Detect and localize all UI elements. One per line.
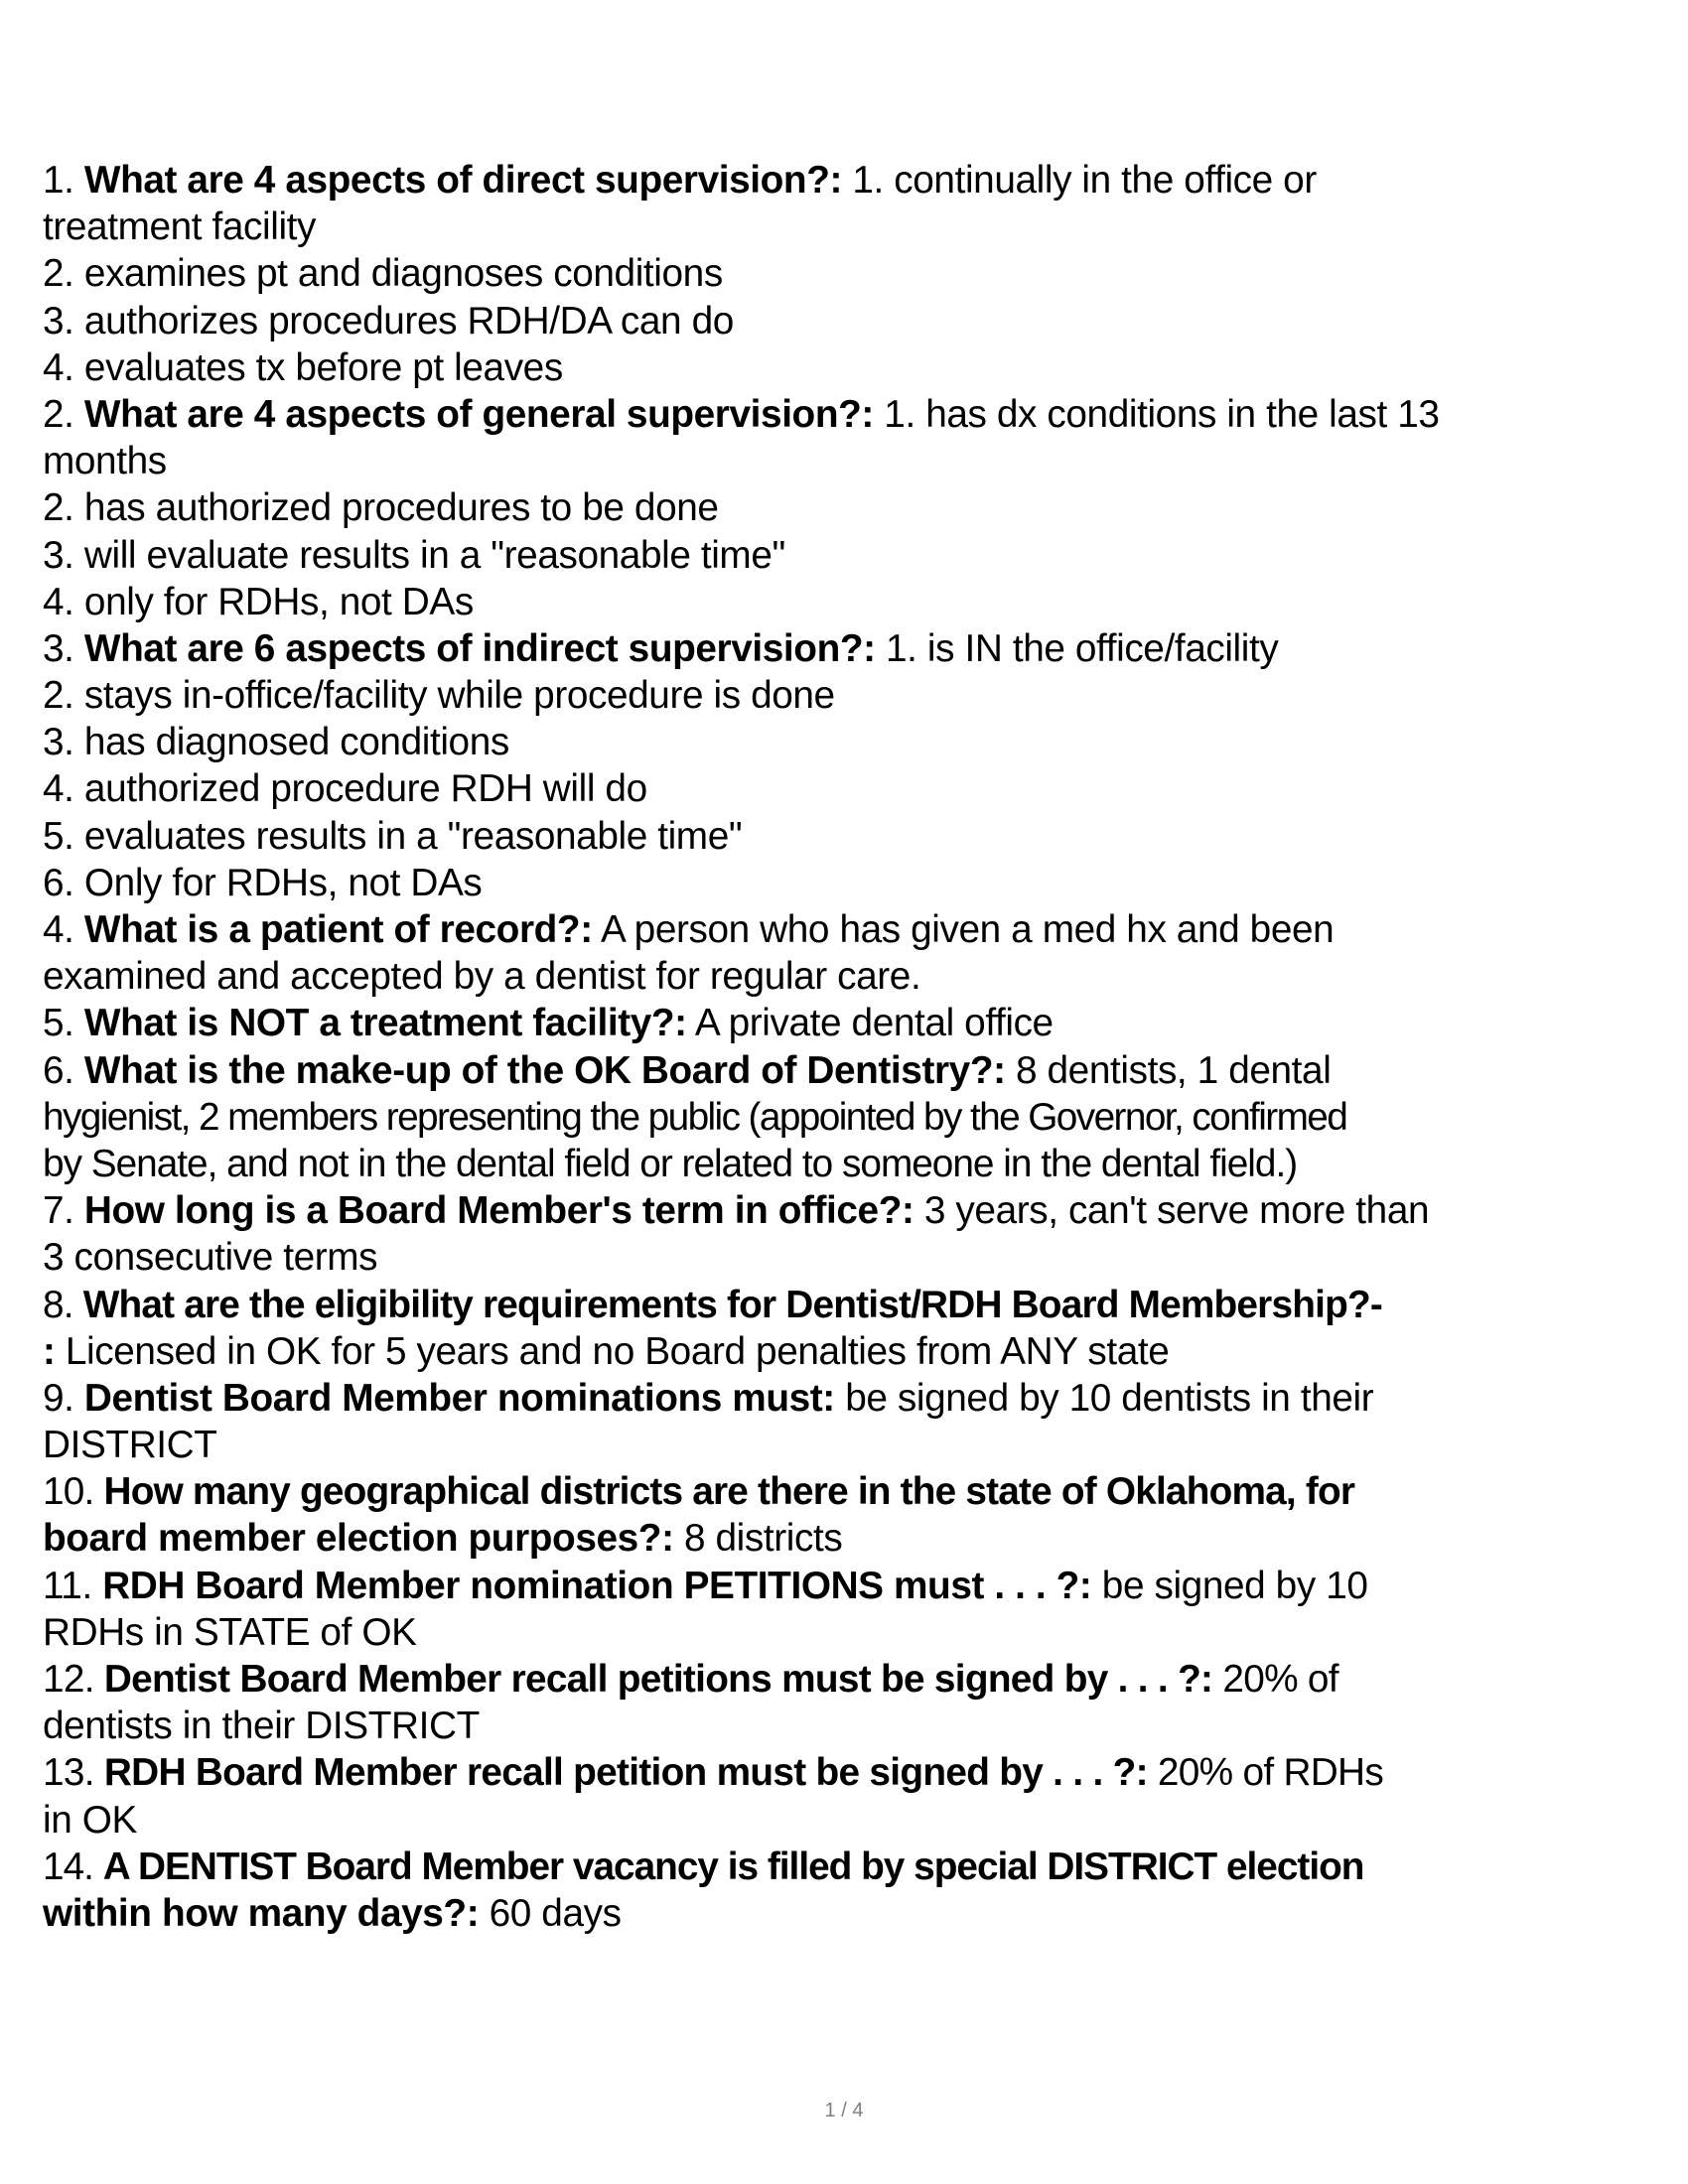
answer-line: treatment facility — [43, 205, 317, 249]
answer-line: 4. evaluates tx before pt leaves — [43, 345, 563, 389]
answer-line: by Senate, and not in the dental field or related to someone in the dental field.) — [43, 1142, 1298, 1185]
item-8-line-2 — [43, 1328, 1651, 1375]
answer-text: 20% of RDHs — [1157, 1751, 1384, 1795]
question-text: Dentist Board Member nominations must: — [83, 1376, 835, 1420]
item-number: 13. — [43, 1751, 94, 1795]
answer-text: be signed by 10 — [1101, 1564, 1368, 1607]
answer-line: dentists in their DISTRICT — [43, 1705, 480, 1748]
answer-text: A person who has given a med hx and been — [600, 908, 1335, 951]
item-14-line-2 — [43, 1890, 1651, 1937]
answer-line: in OK — [43, 1798, 137, 1842]
item-number: 3. — [43, 626, 74, 670]
item-10-line-1 — [43, 1468, 1651, 1515]
item-5-line-1 — [43, 1000, 1651, 1046]
question-text: What is NOT a treatment facility?: — [83, 1002, 687, 1045]
answer-text: be signed by 10 dentists in their — [845, 1376, 1374, 1420]
question-text: How long is a Board Member's term in office?: — [83, 1189, 914, 1233]
answer-line: RDHs in STATE of OK — [43, 1610, 417, 1654]
page-indicator: 1 / 4 — [824, 2100, 864, 2121]
answer-text: 20% of — [1222, 1658, 1338, 1701]
item-8-line-1 — [43, 1282, 1651, 1328]
item-13-line-1 — [43, 1749, 1651, 1796]
answer-text: 1. is IN the office/facility — [886, 626, 1279, 670]
item-number: 8. — [43, 1283, 73, 1326]
answer-line: hygienist, 2 members representing the public (appointed by the Governor, confirmed — [43, 1095, 1347, 1139]
answer-line: months — [43, 440, 167, 483]
question-text: within how many days?: — [43, 1891, 480, 1935]
answer-line: DISTRICT — [43, 1424, 217, 1467]
item-9-line-1 — [43, 1375, 1651, 1422]
answer-line: 4. only for RDHs, not DAs — [43, 580, 474, 623]
item-number: 10. — [43, 1470, 94, 1514]
item-2-line-1 — [43, 391, 1651, 438]
question-text: What are the eligibility requirements for Dentist/RDH Board Membership?- — [82, 1283, 1382, 1326]
answer-text: 3 years, can't serve more than — [923, 1189, 1430, 1233]
item-12-line-1 — [43, 1656, 1651, 1703]
answer-line: 5. evaluates results in a "reasonable time" — [43, 814, 743, 858]
item-number: 14. — [43, 1844, 93, 1888]
answer-line: 2. examines pt and diagnoses conditions — [43, 252, 723, 296]
question-text: How many geographical districts are there in the state of Oklahoma, for — [103, 1470, 1355, 1514]
item-14-line-1 — [43, 1843, 1651, 1890]
item-1-line-1 — [43, 157, 1651, 204]
answer-text: 8 districts — [683, 1517, 843, 1561]
answer-line: 3. authorizes procedures RDH/DA can do — [43, 299, 734, 342]
question-text: A DENTIST Board Member vacancy is filled by special DISTRICT election — [102, 1844, 1364, 1888]
item-number: 6. — [43, 1048, 74, 1092]
question-text: What is the make-up of the OK Board of Dentistry?: — [83, 1048, 1006, 1092]
item-number: 11. — [43, 1564, 92, 1607]
question-text: What are 4 aspects of general supervision?: — [83, 392, 874, 436]
answer-line: examined and accepted by a dentist for regular care. — [43, 955, 921, 999]
question-text: RDH Board Member recall petition must be signed by . . . ?: — [103, 1751, 1148, 1795]
question-text: Dentist Board Member recall petitions must be signed by . . . ?: — [103, 1658, 1213, 1701]
answer-text: 1. continually in the office or — [852, 159, 1317, 202]
answer-text: 60 days — [489, 1891, 622, 1935]
item-7-line-1 — [43, 1187, 1651, 1234]
item-11-line-1 — [43, 1563, 1651, 1609]
item-number: 1. — [43, 159, 74, 202]
item-6-line-1 — [43, 1047, 1651, 1094]
item-number: 5. — [43, 1002, 74, 1045]
answer-text: A private dental office — [694, 1002, 1054, 1045]
item-number: 12. — [43, 1658, 94, 1701]
item-4-line-1 — [43, 906, 1651, 953]
item-number: 9. — [43, 1376, 74, 1420]
answer-text: 8 dentists, 1 dental — [1015, 1048, 1332, 1092]
question-text: What are 6 aspects of indirect supervision?: — [83, 626, 876, 670]
question-text: What are 4 aspects of direct supervision?: — [83, 159, 842, 202]
answer-line: 2. has authorized procedures to be done — [43, 486, 719, 530]
question-text: : — [43, 1329, 56, 1373]
answer-line: 4. authorized procedure RDH will do — [43, 767, 647, 811]
answer-text: 1. has dx conditions in the last 13 — [884, 392, 1440, 436]
answer-text: Licensed in OK for 5 years and no Board penalties from ANY state — [65, 1329, 1170, 1373]
question-text: board member election purposes?: — [43, 1517, 674, 1561]
item-10-line-2 — [43, 1515, 1651, 1562]
answer-line: 3. has diagnosed conditions — [43, 721, 509, 764]
answer-line: 2. stays in-office/facility while procedure is done — [43, 674, 835, 718]
question-text: RDH Board Member nomination PETITIONS must . . . ?: — [102, 1564, 1092, 1607]
answer-line: 3 consecutive terms — [43, 1236, 378, 1280]
answer-line: 3. will evaluate results in a "reasonable time" — [43, 533, 785, 577]
item-number: 7. — [43, 1189, 74, 1233]
answer-line: 6. Only for RDHs, not DAs — [43, 861, 483, 904]
item-number: 4. — [43, 908, 74, 951]
question-text: What is a patient of record?: — [83, 908, 593, 951]
item-3-line-1 — [43, 625, 1651, 672]
flashcard-list — [43, 157, 1661, 1937]
item-number: 2. — [43, 392, 74, 436]
